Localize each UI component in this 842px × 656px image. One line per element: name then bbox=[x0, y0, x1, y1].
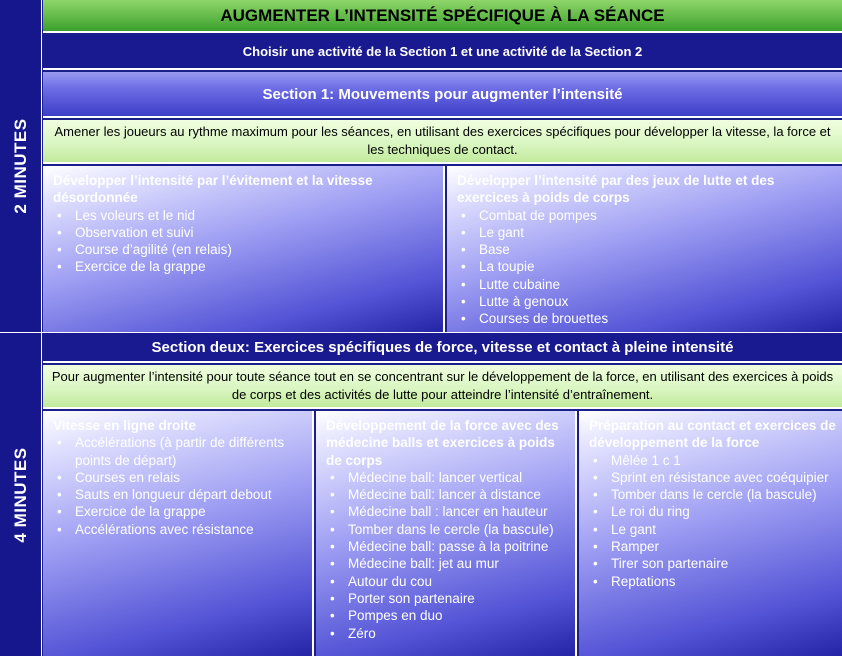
side-label-2-minutes bbox=[0, 0, 42, 332]
list-item: • Zéro bbox=[348, 625, 569, 642]
section1-description-text: Amener les joueurs au rythme maximum pour les séances, en utilisant des exercices spécifiques pour développer la vitesse, la force et les techniques de contact. bbox=[54, 124, 831, 157]
side-label-text: 2 MINUTES bbox=[10, 118, 30, 214]
list-item: • Lutte à genoux bbox=[479, 293, 836, 310]
box-title: Développement de la force avec des médecine balls et exercices à poids de corps bbox=[326, 418, 559, 468]
list-item: • Exercice de la grappe bbox=[75, 258, 437, 275]
list-item: • Pompes en duo bbox=[348, 607, 569, 624]
list-item: • Combat de pompes bbox=[479, 207, 836, 224]
list-item: • Médecine ball: lancer vertical bbox=[348, 469, 569, 486]
page-title: AUGMENTER L’INTENSITÉ SPÉCIFIQUE À LA SÉANCE bbox=[43, 0, 842, 33]
box-title: Vitesse en ligne droite bbox=[53, 418, 197, 433]
activity-list bbox=[326, 469, 569, 642]
activity-list bbox=[53, 434, 306, 538]
activity-list bbox=[589, 452, 836, 590]
list-item: • Sprint en résistance avec coéquipier bbox=[611, 469, 836, 486]
list-item: • Courses en relais bbox=[75, 469, 306, 486]
section1-heading: Section 1: Mouvements pour augmenter l’intensité bbox=[43, 72, 842, 118]
section2-description bbox=[43, 365, 842, 409]
side-label-text: 4 MINUTES bbox=[10, 446, 30, 543]
list-item: • Exercice de la grappe bbox=[75, 503, 306, 520]
list-item: • Courses de brouettes bbox=[479, 310, 836, 327]
section1-description bbox=[43, 120, 842, 164]
section1-box-evasion bbox=[43, 166, 445, 332]
instruction-banner: Choisir une activité de la Section 1 et une activité de la Section 2 bbox=[43, 35, 842, 70]
list-item: • Sauts en longueur départ debout bbox=[75, 486, 306, 503]
side-label-4-minutes bbox=[0, 333, 42, 656]
box-title: Préparation au contact et exercices de développement de la force bbox=[589, 418, 836, 451]
section2-heading: Section deux: Exercices spécifiques de force, vitesse et contact à pleine intensité bbox=[43, 333, 842, 363]
list-item: • Tomber dans le cercle (la bascule) bbox=[348, 521, 569, 538]
section2-box-speed bbox=[43, 411, 314, 656]
section2-description-text: Pour augmenter l’intensité pour toute séance tout en se concentrant sur le développement de la force, en utilisant des exercices à poids de corps et des activités de lutte pour atteindre l’intensité d’entraînement. bbox=[51, 369, 834, 402]
list-item: • Porter son partenaire bbox=[348, 590, 569, 607]
activity-list bbox=[457, 207, 836, 328]
section2-box-contact bbox=[579, 411, 842, 656]
section2-box-strength bbox=[316, 411, 577, 656]
list-item: • Le gant bbox=[479, 224, 836, 241]
list-item: • Les voleurs et le nid bbox=[75, 207, 437, 224]
box-title: Développer l’intensité par l’évitement et la vitesse désordonnée bbox=[53, 173, 373, 206]
list-item: • La toupie bbox=[479, 258, 836, 275]
section1-box-wrestling bbox=[447, 166, 842, 332]
list-item: • Tomber dans le cercle (la bascule) bbox=[611, 486, 836, 503]
list-item: • Lutte cubaine bbox=[479, 276, 836, 293]
list-item: • Base bbox=[479, 241, 836, 258]
list-item: • Course d’agilité (en relais) bbox=[75, 241, 437, 258]
list-item: • Observation et suivi bbox=[75, 224, 437, 241]
list-item: • Médecine ball: lancer à distance bbox=[348, 486, 569, 503]
list-item: • Reptations bbox=[611, 573, 836, 590]
list-item: • Le roi du ring bbox=[611, 503, 836, 520]
list-item: • Ramper bbox=[611, 538, 836, 555]
list-item: • Accélérations avec résistance bbox=[75, 521, 306, 538]
activity-list bbox=[53, 207, 437, 276]
list-item: • Le gant bbox=[611, 521, 836, 538]
list-item: • Tirer son partenaire bbox=[611, 555, 836, 572]
list-item: • Médecine ball : lancer en hauteur bbox=[348, 503, 569, 520]
list-item: • Mêlée 1 c 1 bbox=[611, 452, 836, 469]
list-item: • Accélérations (à partir de différents points de départ) bbox=[75, 434, 306, 469]
box-title: Développer l’intensité par des jeux de lutte et des exercices à poids de corps bbox=[457, 173, 775, 206]
list-item: • Médecine ball: jet au mur bbox=[348, 555, 569, 572]
list-item: • Autour du cou bbox=[348, 573, 569, 590]
list-item: • Médecine ball: passe à la poitrine bbox=[348, 538, 569, 555]
